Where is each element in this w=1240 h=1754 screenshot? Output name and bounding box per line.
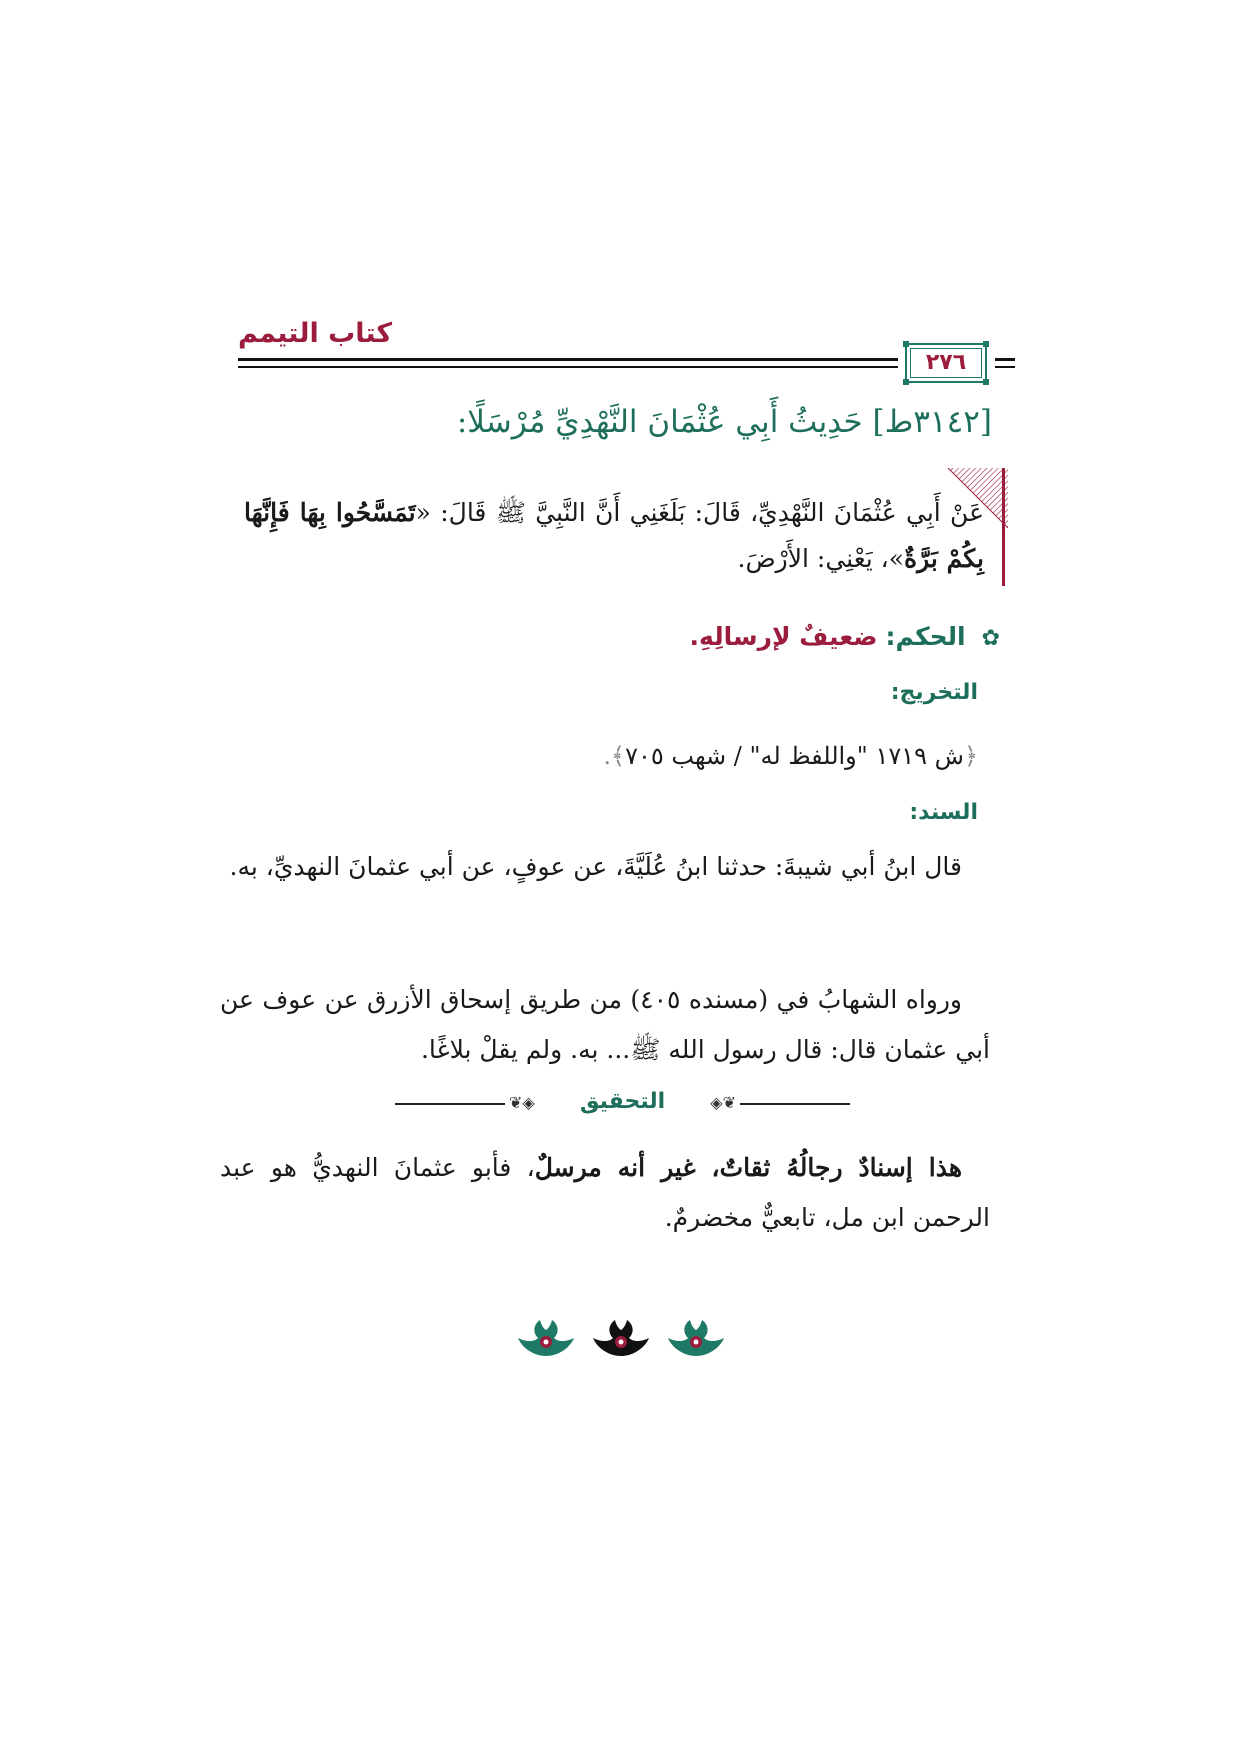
sanad-text: قال ابنُ أبي شيبةَ: حدثنا ابنُ عُلَيَّةَ، عن عوفٍ، عن أبي عثمانَ النهديِّ، به. [229, 852, 962, 881]
tahqiq-bold: هذا إسنادٌ رجالُهُ ثقاتٌ، غير أنه مرسلٌ [534, 1153, 963, 1182]
shihab-text: ورواه الشهابُ في (مسنده ٤٠٥) من طريق إسحاق الأزرق عن عوف عن أبي عثمان قال: قال رسول الله ﷺ... به. ولم يقلْ بلاغًا. [220, 985, 990, 1064]
matn-quote: تَمَسَّحُوا بِهَا فَإِنَّهَا بِكُمْ بَرَّةٌ [244, 498, 984, 573]
page-number: ٢٧٦ [925, 350, 967, 375]
header-rule [995, 366, 1015, 368]
matn-side-rule [1002, 468, 1005, 586]
divider-ornament-icon: ◈❦ [509, 1093, 535, 1112]
hadith-heading: [٣١٤٢ط] حَدِيثُ أَبِي عُثْمَانَ النَّهْدِيِّ مُرْسَلًا: [456, 404, 992, 440]
floral-ornament-icon [516, 1316, 726, 1360]
header-rule [238, 358, 898, 361]
divider-ornament-icon: ❦◈ [710, 1093, 736, 1112]
hukm-line [690, 622, 1000, 651]
tahqiq-paragraph [220, 1143, 990, 1243]
page-number-frame [905, 343, 987, 383]
running-title: كتاب التيمم [238, 318, 393, 349]
tahqiq-divider [395, 1089, 850, 1119]
tahqiq-title: التحقيق [579, 1089, 666, 1114]
takhrij-line [603, 742, 978, 770]
shihab-paragraph [220, 975, 990, 1075]
bracket-close: ﴾. [603, 742, 626, 770]
hadith-matn [244, 490, 984, 582]
bracket-open: ﴿ [963, 742, 978, 770]
hukm-label: الحكم: [885, 622, 966, 651]
takhrij-label: التخريج: [890, 680, 978, 705]
takhrij-text: ش ١٧١٩ "واللفظ له" / شهب ٧٠٥ [625, 742, 964, 770]
flower-icon: ✿ [981, 626, 1000, 651]
tahqiq-text: ، فأبو عثمانَ النهديُّ هو عبد الرحمن ابن مل، تابعيٌّ مخضرمٌ. [220, 1153, 990, 1232]
sanad-paragraph [220, 842, 990, 892]
matn-text: »، يَعْنِي: الأَرْضَ. [737, 544, 905, 573]
hukm-value: ضعيفٌ لإرسالِهِ. [689, 622, 878, 651]
header-rule [995, 358, 1015, 361]
header-rule [238, 366, 898, 368]
sanad-label: السند: [909, 800, 978, 825]
matn-text: عَنْ أَبِي عُثْمَانَ النَّهْدِيِّ، قَالَ: بَلَغَنِي أَنَّ النَّبِيَّ ﷺ قَالَ: « [415, 498, 984, 527]
